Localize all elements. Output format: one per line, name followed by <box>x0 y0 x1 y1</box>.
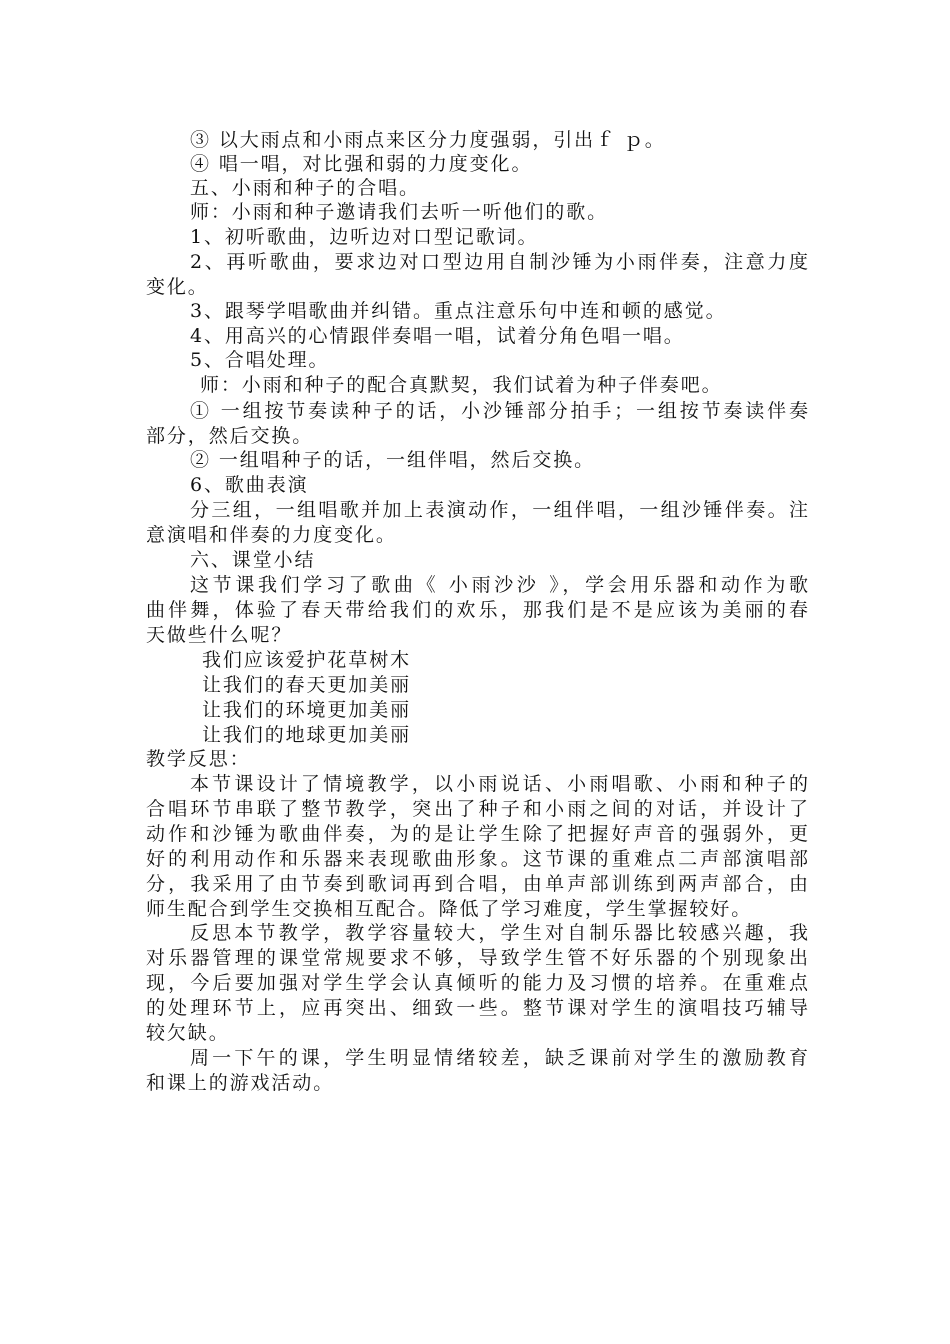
text-line: 这节课我们学习了歌曲《 小雨沙沙 》，学会用乐器和动作为歌 <box>190 574 808 596</box>
text-line: ② 一组唱种子的话，一组伴唱，然后交换。 <box>190 449 596 471</box>
text-line: 本节课设计了情境教学，以小雨说话、小雨唱歌、小雨和种子的 <box>190 773 808 795</box>
text-line: 和课上的游戏活动。 <box>146 1072 335 1094</box>
text-line: 分，我采用了由节奏到歌词再到合唱，由单声部训练到两声部合，由 <box>146 873 808 895</box>
text-line: 合唱环节串联了整节教学，突出了种子和小雨之间的对话，并设计了 <box>146 798 808 820</box>
text-line: 变化。 <box>146 276 209 298</box>
text-line: 6、歌曲表演 <box>190 474 309 496</box>
text-line: 部分，然后交换。 <box>146 425 314 447</box>
text-line: ③ 以大雨点和小雨点来区分力度强弱，引出ｆ ｐ。 <box>190 129 666 151</box>
text-line: 4、用高兴的心情跟伴奏唱一唱，试着分角色唱一唱。 <box>190 325 685 347</box>
text-line: 5、合唱处理。 <box>190 349 330 371</box>
text-line: 反思本节教学，教学容量较大，学生对自制乐器比较感兴趣，我 <box>190 922 808 944</box>
text-line: 较欠缺。 <box>146 1022 230 1044</box>
text-line: 分三组，一组唱歌并加上表演动作，一组伴唱，一组沙锤伴奏。注 <box>190 499 808 521</box>
section-heading: 五、小雨和种子的合唱。 <box>190 177 420 199</box>
text-line: 天做些什么呢？ <box>146 624 293 646</box>
text-line: 周一下午的课，学生明显情绪较差，缺乏课前对学生的激励教育 <box>190 1047 808 1069</box>
text-line: 对乐器管理的课堂常规要求不够，导致学生管不好乐器的个别现象出 <box>146 947 808 969</box>
section-heading: 教学反思： <box>146 748 251 770</box>
text-line: 师：小雨和种子的配合真默契，我们试着为种子伴奏吧。 <box>200 374 723 396</box>
text-line: ① 一组按节奏读种子的话，小沙锤部分拍手；一组按节奏读伴奏 <box>190 400 808 422</box>
text-line: 我们应该爱护花草树木 <box>202 649 412 671</box>
text-line: ④ 唱一唱，对比强和弱的力度变化。 <box>190 153 533 175</box>
text-line: 曲伴舞，体验了春天带给我们的欢乐，那我们是不是应该为美丽的春 <box>146 599 808 621</box>
text-line: 师：小雨和种子邀请我们去听一听他们的歌。 <box>190 201 609 223</box>
text-line: 让我们的春天更加美丽 <box>202 674 412 696</box>
text-line: 意演唱和伴奏的力度变化。 <box>146 524 397 546</box>
text-line: 的处理环节上，应再突出、细致一些。整节课对学生的演唱技巧辅导 <box>146 997 808 1019</box>
text-line: 让我们的环境更加美丽 <box>202 699 412 721</box>
text-line: 好的利用动作和乐器来表现歌曲形象。这节课的重难点二声部演唱部 <box>146 848 808 870</box>
text-line: 师生配合到学生交换相互配合。降低了学习难度，学生掌握较好。 <box>146 898 753 920</box>
text-line: 3、跟琴学唱歌曲并纠错。重点注意乐句中连和顿的感觉。 <box>190 300 727 322</box>
text-line: 2、再听歌曲，要求边对口型边用自制沙锤为小雨伴奏，注意力度 <box>190 251 808 273</box>
text-line: 1、初听歌曲，边听边对口型记歌词。 <box>190 226 539 248</box>
text-line: 现，今后要加强对学生学会认真倾听的能力及习惯的培养。在重难点 <box>146 972 808 994</box>
text-line: 让我们的地球更加美丽 <box>202 724 412 746</box>
text-line: 动作和沙锤为歌曲伴奏，为的是让学生除了把握好声音的强弱外，更 <box>146 823 808 845</box>
section-heading: 六、课堂小结 <box>190 549 316 571</box>
